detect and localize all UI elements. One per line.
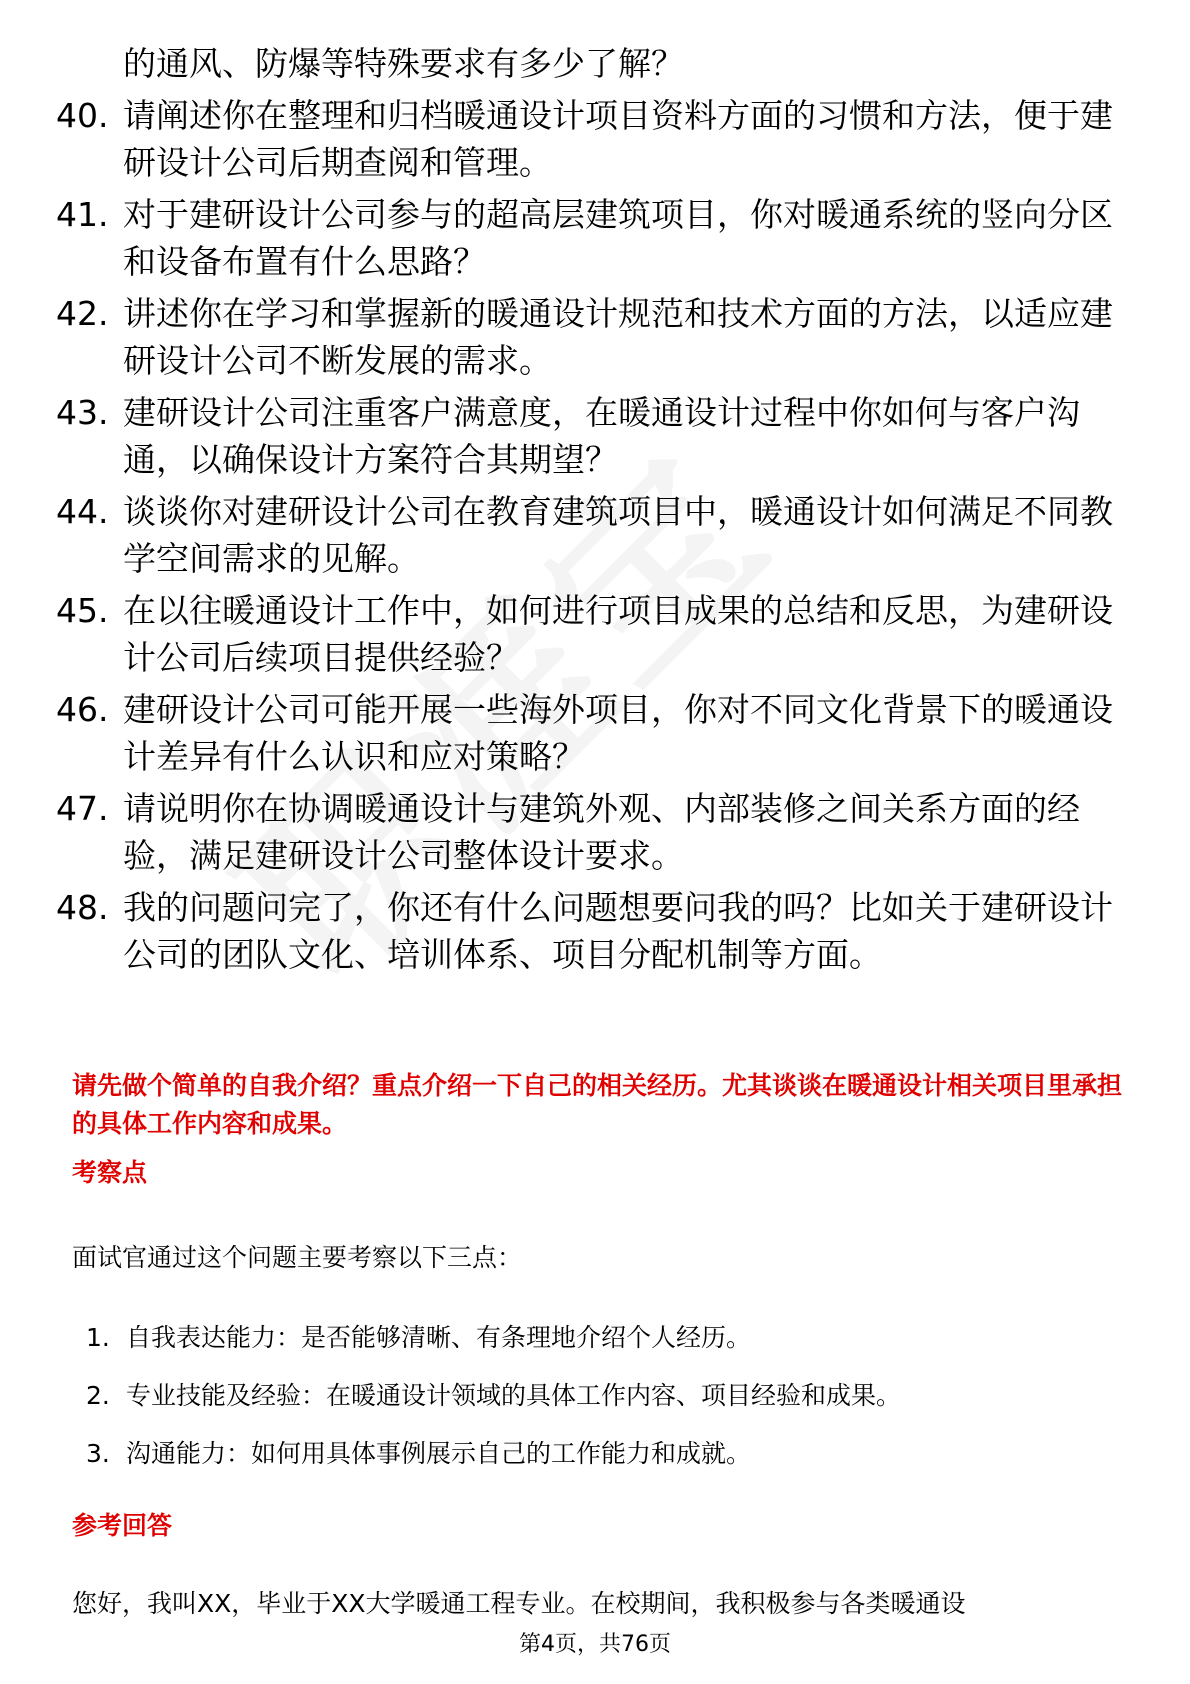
question-text: 建研设计公司可能开展一些海外项目，你对不同文化背景下的暖通设计差异有什么认识和应对策略？ (123, 690, 1113, 776)
question-item (56, 587, 1136, 681)
question-list (56, 40, 1136, 978)
question-item (56, 389, 1136, 483)
examination-points (86, 1320, 1126, 1494)
list-number: 1. (86, 1323, 110, 1352)
reference-answer-text: 您好，我叫XX，毕业于XX大学暖通工程专业。在校期间，我积极参与各类暖通设 (72, 1589, 966, 1618)
question-number: 46. (56, 690, 109, 729)
question-number: 48. (56, 888, 109, 927)
question-text: 请说明你在协调暖通设计与建筑外观、内部装修之间关系方面的经验，满足建研设计公司整体设计要求。 (123, 789, 1080, 875)
question-text: 对于建研设计公司参与的超高层建筑项目，你对暖通系统的竖向分区和设备布置有什么思路？ (123, 195, 1113, 281)
question-text: 在以往暖通设计工作中，如何进行项目成果的总结和反思，为建研设计公司后续项目提供经验？ (123, 591, 1113, 677)
question-number: 47. (56, 789, 109, 828)
highlight-question: 请先做个简单的自我介绍？重点介绍一下自己的相关经历。尤其谈谈在暖通设计相关项目里承担的具体工作内容和成果。 (72, 1071, 1123, 1138)
question-item (56, 686, 1136, 780)
question-item (56, 488, 1136, 582)
list-text: 专业技能及经验：在暖通设计领域的具体工作内容、项目经验和成果。 (126, 1381, 902, 1410)
question-text: 建研设计公司注重客户满意度，在暖通设计过程中你如何与客户沟通，以确保设计方案符合其期望？ (123, 393, 1080, 479)
question-number: 40. (56, 96, 109, 135)
question-text: 谈谈你对建研设计公司在教育建筑项目中，暖通设计如何满足不同教学空间需求的见解。 (123, 492, 1113, 578)
page-number: 第4页，共76页 (519, 1632, 671, 1657)
reference-heading: 参考回答 (72, 1511, 173, 1540)
question-item (56, 290, 1136, 384)
list-number: 2. (86, 1381, 110, 1410)
question-text: 我的问题问完了，你还有什么问题想要问我的吗？比如关于建研设计公司的团队文化、培训体系、项目分配机制等方面。 (123, 888, 1113, 974)
list-text: 沟通能力：如何用具体事例展示自己的工作能力和成就。 (126, 1439, 752, 1468)
question-number: 43. (56, 393, 109, 432)
question-continuation: 的通风、防爆等特殊要求有多少了解？ (123, 44, 684, 83)
examination-heading: 考察点 (72, 1158, 148, 1187)
question-number: 41. (56, 195, 109, 234)
question-text: 讲述你在学习和掌握新的暖通设计规范和技术方面的方法，以适应建研设计公司不断发展的需求。 (123, 294, 1113, 380)
question-text: 请阐述你在整理和归档暖通设计项目资料方面的习惯和方法，便于建研设计公司后期查阅和管理。 (123, 96, 1113, 182)
list-text: 自我表达能力：是否能够清晰、有条理地介绍个人经历。 (126, 1323, 752, 1352)
question-item (56, 884, 1136, 978)
examination-intro: 面试官通过这个问题主要考察以下三点： (72, 1243, 523, 1272)
list-item (86, 1436, 1126, 1494)
question-number: 42. (56, 294, 109, 333)
list-item (86, 1320, 1126, 1378)
question-number: 45. (56, 591, 109, 630)
question-number: 44. (56, 492, 109, 531)
question-item (56, 92, 1136, 186)
list-item (86, 1378, 1126, 1436)
question-item (56, 191, 1136, 285)
list-number: 3. (86, 1439, 110, 1468)
question-item (56, 785, 1136, 879)
